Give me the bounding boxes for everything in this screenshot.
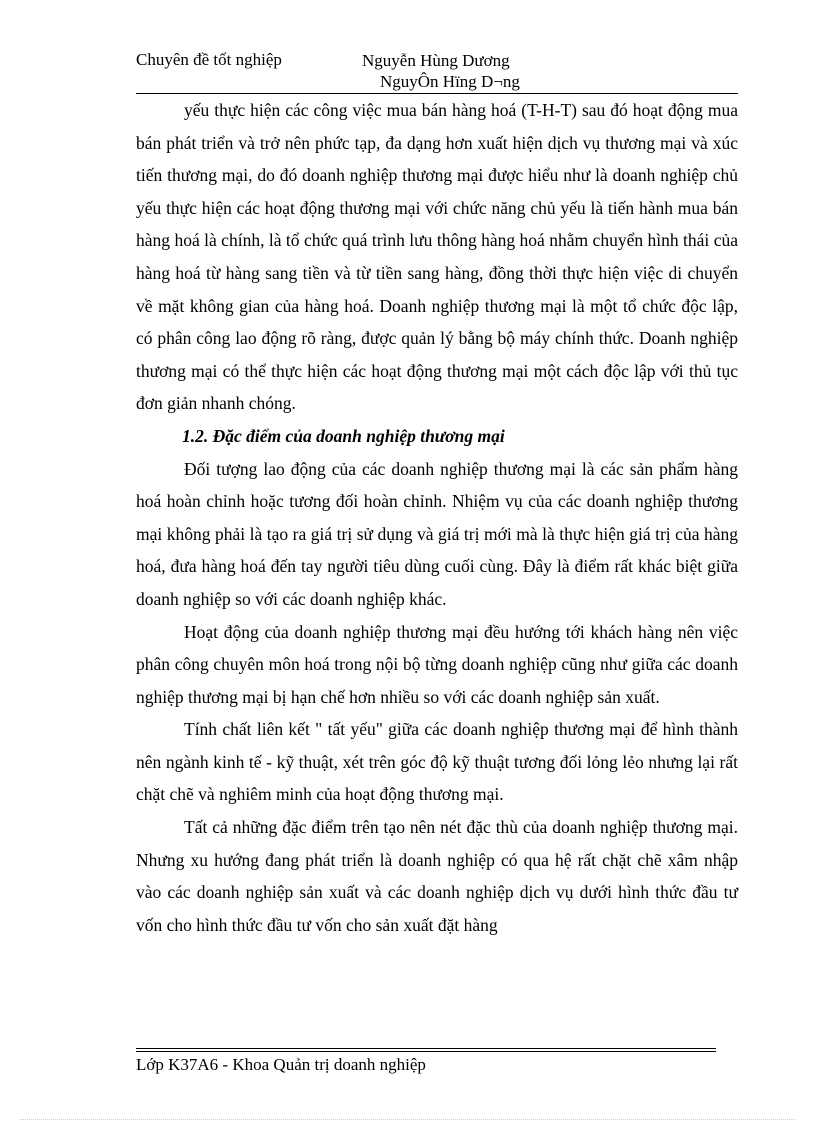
document-body (136, 94, 738, 941)
header-author-name: Nguyễn Hùng Dương (362, 51, 510, 70)
paragraph: Hoạt động của doanh nghiệp thương mại đều hướng tới khách hàng nên việc phân công chuyên môn hoá trong nội bộ từng doanh nghiệp cũng như giữa các doanh nghiệp thương mại bị hạn chế hơn nhiều so với các doanh nghiệp sản xuất. (136, 621, 738, 707)
page-bottom-edge (20, 1119, 796, 1120)
footer-divider-second (136, 1051, 716, 1052)
paragraph: Tính chất liên kết " tất yếu" giữa các doanh nghiệp thương mại để hình thành nên ngành kinh tế - kỹ thuật, xét trên góc độ kỹ thuật tương đối lỏng lẻo nhưng lại rất chặt chẽ và nghiêm minh của hoạt động thương mại. (136, 719, 738, 805)
paragraph: Tất cả những đặc điểm trên tạo nên nét đặc thù của doanh nghiệp thương mại. Nhưng xu hướng đang phát triển là doanh nghiệp có qua hệ rất chặt chẽ xâm nhập vào các doanh nghiệp sản xuất và các doanh nghiệp dịch vụ dưới hình thức đầu tư vốn cho hình thức đầu tư vốn cho sản xuất đặt hàng (136, 817, 738, 935)
header-title: Chuyên đề tốt nghiệp (136, 50, 282, 69)
footer-divider (136, 1048, 716, 1049)
header-author-name-garbled: NguyÔn Hïng D¬ng (380, 72, 520, 91)
footer-text: Lớp K37A6 - Khoa Quản trị doanh nghiệp (136, 1055, 426, 1074)
paragraph-continued: yếu thực hiện các công việc mua bán hàng hoá (T-H-T) sau đó hoạt động mua bán phát triển và trở nên phức tạp, đa dạng hơn xuất hiện dịch vụ thương mại và xúc tiến thương mại, do đó doanh nghiệp thương mại được hiểu như là doanh nghiệp chủ yếu thực hiện các hoạt động thương mại với chức năng chủ yếu là tiến hành mua bán hàng hoá là chính, là tổ chức quá trình lưu thông hàng hoá nhằm chuyển hình thái của hàng hoá từ hàng sang tiền và từ tiền sang hàng, đồng thời thực hiện việc di chuyển về mặt không gian của hàng hoá. Doanh nghiệp thương mại là một tổ chức độc lập, có phân công lao động rõ ràng, được quản lý bằng bộ máy chính thức. Doanh nghiệp thương mại có thể thực hiện các hoạt động thương mại một cách độc lập với thủ tục đơn giản nhanh chóng. (136, 100, 738, 414)
section-heading: 1.2. Đặc điểm của doanh nghiệp thương mại (182, 425, 505, 446)
paragraph: Đối tượng lao động của các doanh nghiệp thương mại là các sản phẩm hàng hoá hoàn chỉnh hoặc tương đối hoàn chỉnh. Nhiệm vụ của các doanh nghiệp thương mại không phải là tạo ra giá trị sử dụng và giá trị mới mà là thực hiện giá trị của hàng hoá, đưa hàng hoá đến tay người tiêu dùng cuối cùng. Đây là điểm rất khác biệt giữa doanh nghiệp so với các doanh nghiệp khác. (136, 458, 738, 609)
header-author (362, 50, 520, 92)
